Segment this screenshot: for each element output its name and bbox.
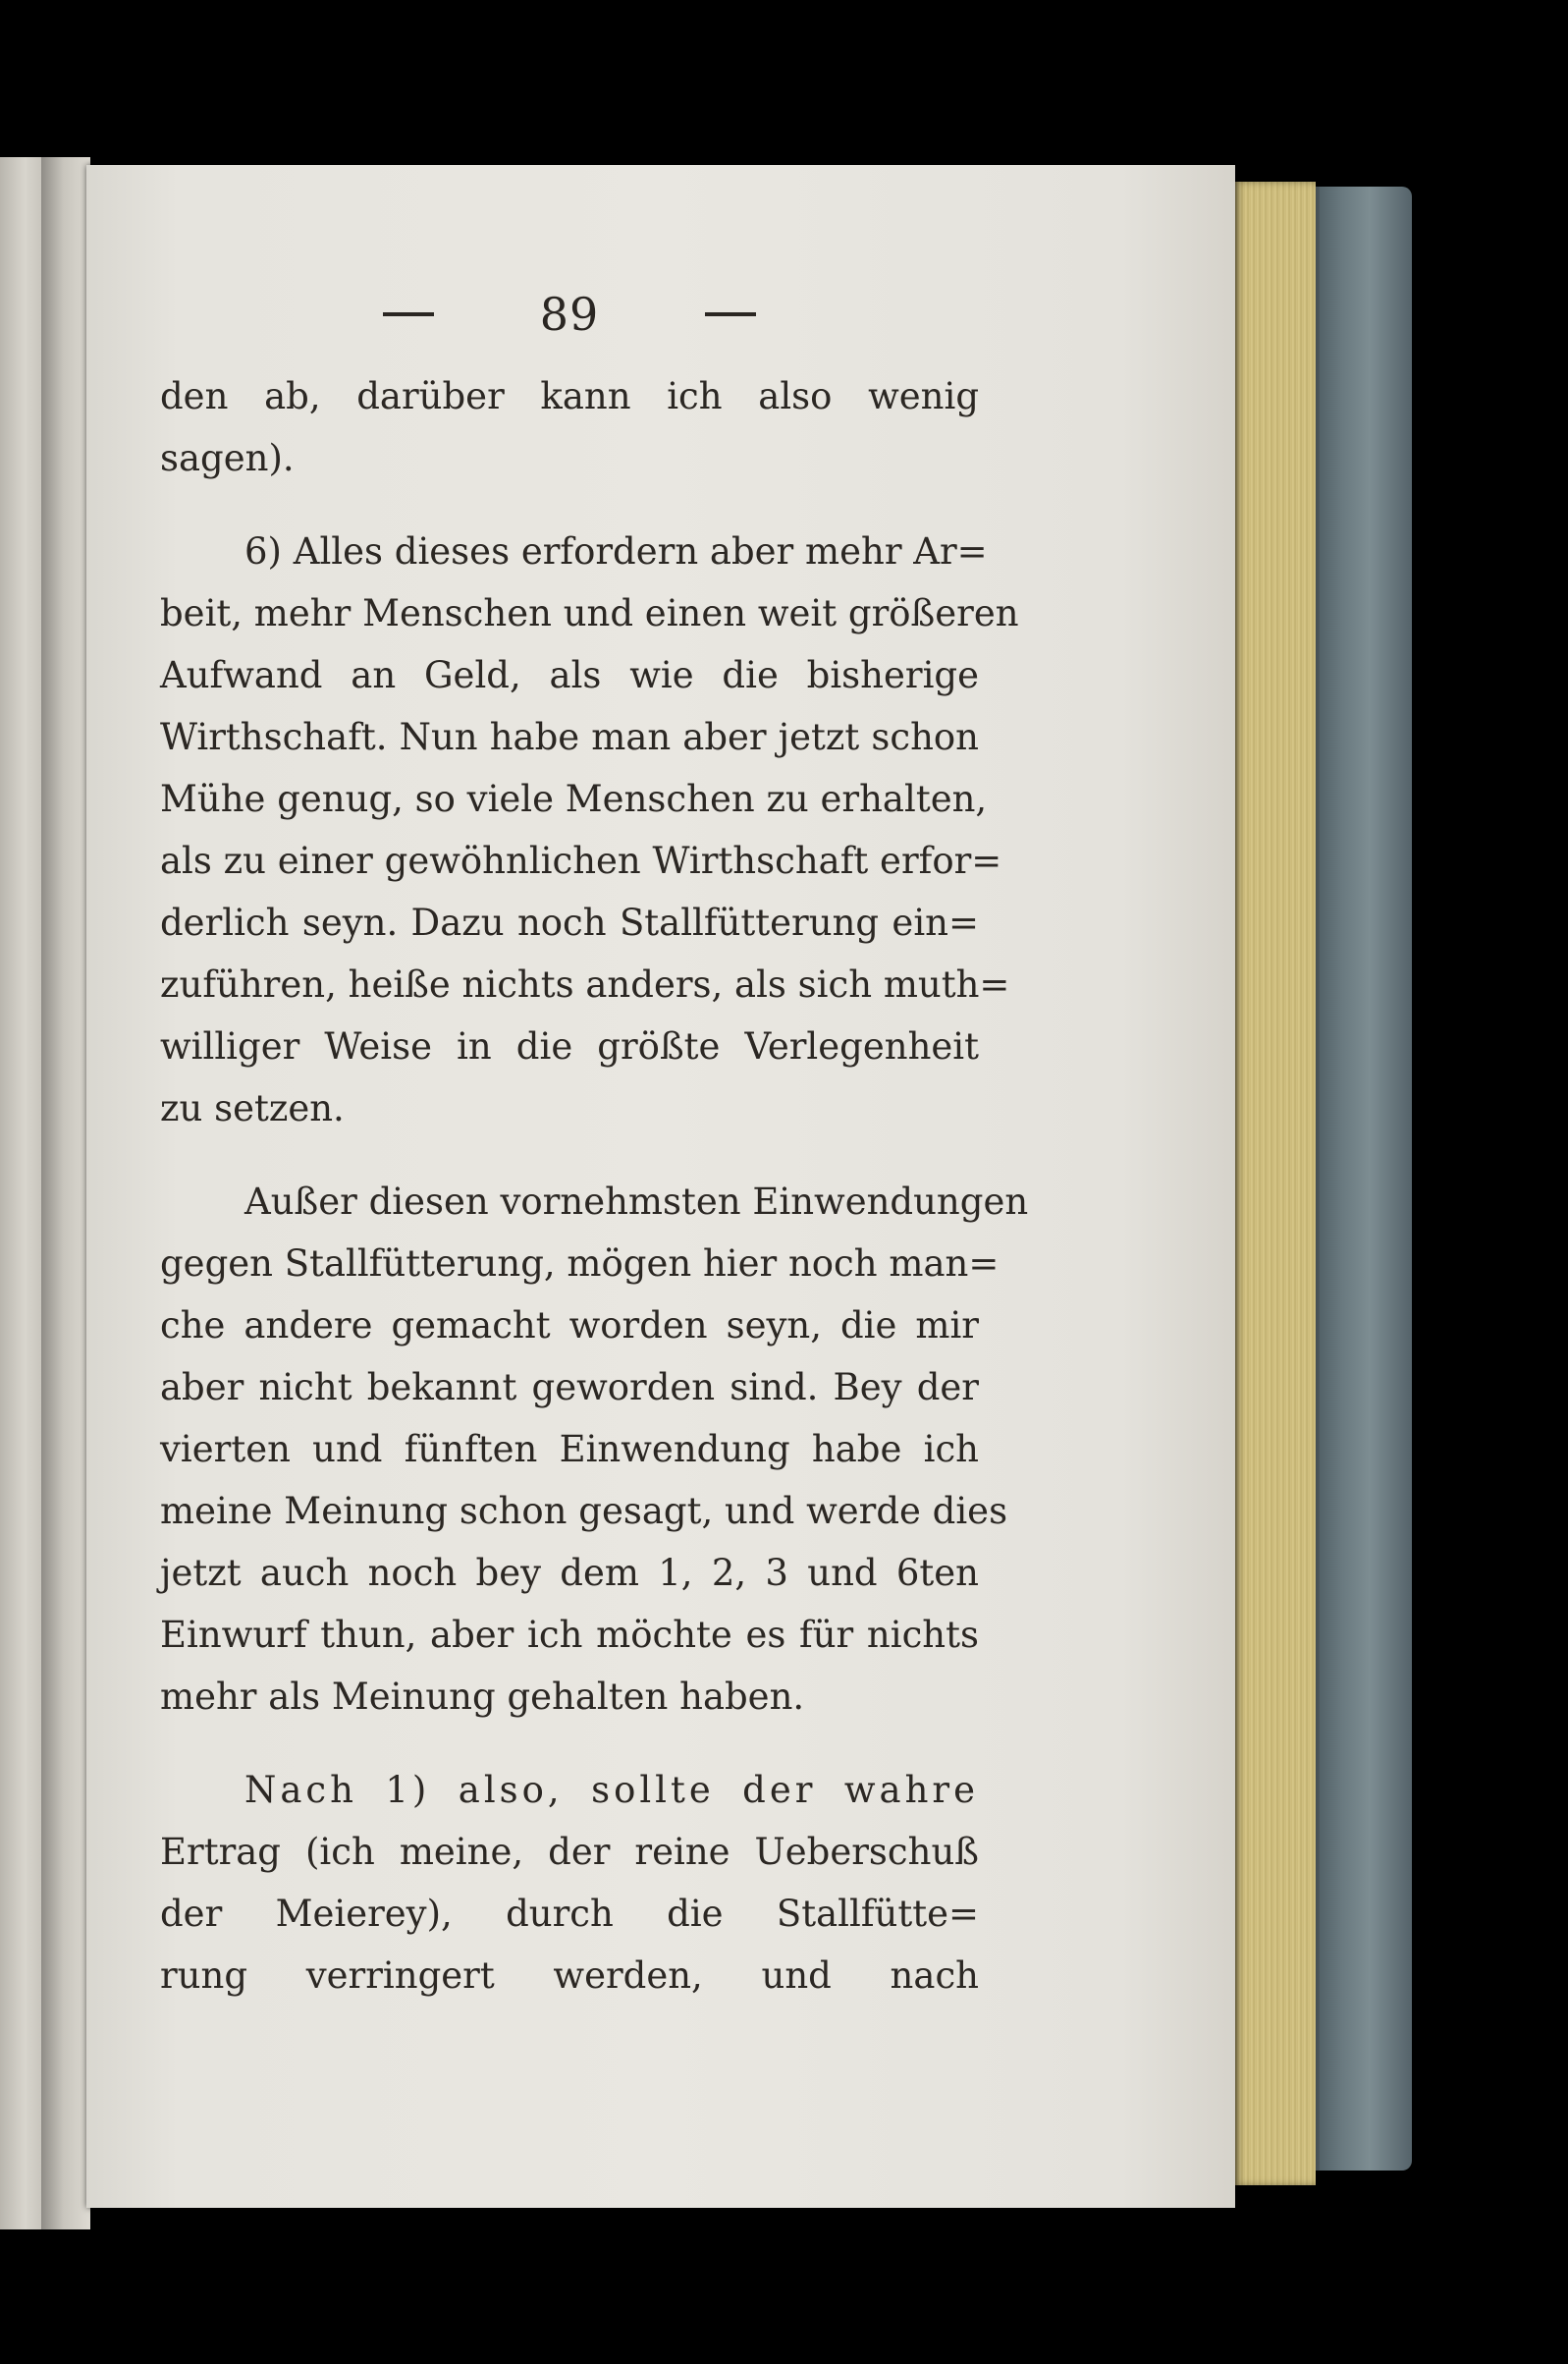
text-line: 6) Alles dieses erfordern aber mehr Ar= (244, 530, 988, 573)
paragraph-gap (160, 489, 979, 521)
text-line: derlich seyn. Dazu noch Stallfütterung ein= (160, 902, 979, 944)
text-line: den ab, darüber kann ich also wenig (160, 375, 979, 417)
text-line: rung verringert werden, und nach (160, 1954, 979, 1997)
text-line: mehr als Meinung gehalten haben. (160, 1676, 805, 1718)
text-line: jetzt auch noch bey dem 1, 2, 3 und 6ten (160, 1552, 979, 1594)
text-line: als zu einer gewöhnlichen Wirthschaft erfor= (160, 840, 1002, 882)
text-line: vierten und fünften Einwendung habe ich (160, 1428, 979, 1470)
text-line: Außer diesen vornehmsten Einwendungen (244, 1181, 1029, 1223)
book-gutter (41, 157, 90, 2229)
page-number: 89 (539, 288, 600, 341)
text-line: der Meierey), durch die Stallfütte= (160, 1893, 979, 1935)
text-line: zu setzen. (160, 1087, 345, 1129)
left-dash (383, 312, 434, 316)
text-line: Ertrag (ich meine, der reine Ueberschuß (160, 1831, 979, 1873)
text-line: williger Weise in die größte Verlegenheit (160, 1025, 979, 1068)
text-line: Aufwand an Geld, als wie die bisherige (160, 654, 979, 696)
paragraph-gap (160, 1728, 979, 1759)
right-dash (705, 312, 756, 316)
running-head (383, 280, 756, 349)
paragraph-gap (160, 1139, 979, 1171)
text-line: sagen). (160, 437, 295, 479)
text-line: aber nicht bekannt geworden sind. Bey der (160, 1366, 979, 1408)
book-cover-board (1306, 187, 1412, 2171)
page-edges (1232, 182, 1316, 2185)
text-line: gegen Stallfütterung, mögen hier noch man= (160, 1242, 1000, 1285)
text-line: Einwurf thun, aber ich möchte es für nichts (160, 1614, 979, 1656)
text-line: Nach 1) also, sollte der wahre (244, 1769, 979, 1811)
text-line: che andere gemacht worden seyn, die mir (160, 1304, 979, 1347)
text-line: Wirthschaft. Nun habe man aber jetzt schon (160, 716, 979, 758)
text-line: zuführen, heiße nichts anders, als sich muth= (160, 963, 1010, 1006)
body-text (160, 365, 1029, 2007)
text-line: meine Meinung schon gesagt, und werde dies (160, 1490, 1008, 1532)
text-line: beit, mehr Menschen und einen weit größeren (160, 592, 1019, 634)
left-page-edge (0, 157, 41, 2229)
text-line: Mühe genug, so viele Menschen zu erhalten, (160, 778, 988, 820)
